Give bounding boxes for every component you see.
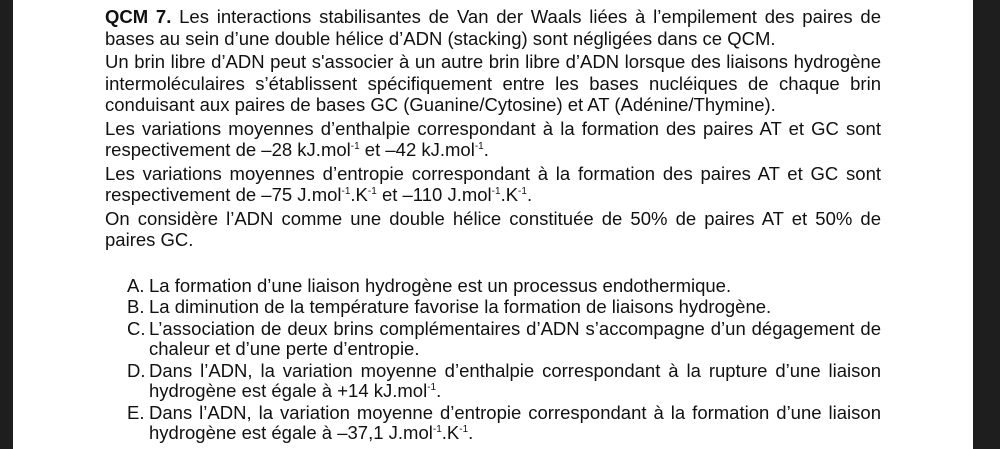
option-letter: C. <box>127 317 146 339</box>
option-b <box>105 297 881 318</box>
option-letter: E. <box>127 401 145 423</box>
text-segment: .K <box>500 184 519 205</box>
question-label: QCM 7. <box>105 6 172 27</box>
superscript: -1 <box>491 186 501 197</box>
answer-options <box>105 276 881 444</box>
superscript: -1 <box>350 141 360 152</box>
option-letter: D. <box>127 359 146 381</box>
text-segment: Les variations moyennes d’enthalpie correspondant à la formation des paires AT et GC sont respectivement de –28 kJ.mol <box>105 117 881 160</box>
option-text: Dans l’ADN, la variation moyenne d’entropie correspondant à la formation d’une liaison hydrogène est égale à –37,1 J.mol <box>149 401 881 443</box>
superscript: -1 <box>432 424 442 435</box>
question-intro <box>105 6 881 49</box>
question-content <box>105 6 881 445</box>
superscript: -1 <box>341 186 351 197</box>
superscript: -1 <box>427 382 437 393</box>
option-text: .K <box>441 422 460 443</box>
text-segment: . <box>483 139 489 160</box>
superscript: -1 <box>474 141 484 152</box>
superscript: -1 <box>367 186 377 197</box>
option-letter: B. <box>127 296 145 317</box>
paragraph-composition: On considère l’ADN comme une double hélice constituée de 50% de paires AT et 50% de paires GC. <box>105 207 881 250</box>
intro-text: Les interactions stabilisantes de Van der Waals liées à l’empilement des paires de bases au sein d’une double hélice d’ADN (stacking) sont négligées dans ce QCM. <box>105 6 881 49</box>
paragraph-entropy <box>105 163 881 206</box>
document-page <box>13 0 973 449</box>
option-text: . <box>436 380 442 401</box>
text-segment: Les variations moyennes d’entropie correspondant à la formation des paires AT et GC sont respectivement de –75 J.mol <box>105 162 881 205</box>
paragraph-base-pairing: Un brin libre d’ADN peut s'associer à un autre brin libre d’ADN lorsque des liaisons hydrogène intermoléculaires s’établissent spécifiquement entre les bases nucléiques de chaque brin conduisant aux paires de bases GC (Guanine/Cytosine) et AT (Adénine/Thymine). <box>105 51 881 115</box>
option-text: L’association de deux brins complémentaires d’ADN s’accompagne d’un dégagement de chaleur et d’une perte d’entropie. <box>149 317 881 359</box>
superscript: -1 <box>459 424 469 435</box>
option-c <box>105 319 881 360</box>
text-segment: et –110 J.mol <box>376 184 492 205</box>
text-segment: . <box>526 184 533 205</box>
option-text: . <box>468 422 474 443</box>
option-text: La diminution de la température favorise la formation de liaisons hydrogène. <box>149 296 772 317</box>
text-segment: .K <box>350 184 368 205</box>
option-d <box>105 361 881 402</box>
option-text: Dans l’ADN, la variation moyenne d’enthalpie correspondant à la rupture d’une liaison hydrogène est égale à +14 kJ.mol <box>149 359 881 401</box>
text-segment: et –42 kJ.mol <box>359 139 475 160</box>
option-letter: A. <box>127 274 145 296</box>
superscript: -1 <box>518 186 527 197</box>
option-text: La formation d’une liaison hydrogène est un processus endothermique. <box>149 274 732 296</box>
option-a <box>105 276 881 297</box>
option-e <box>105 403 881 444</box>
paragraph-enthalpy <box>105 118 881 161</box>
